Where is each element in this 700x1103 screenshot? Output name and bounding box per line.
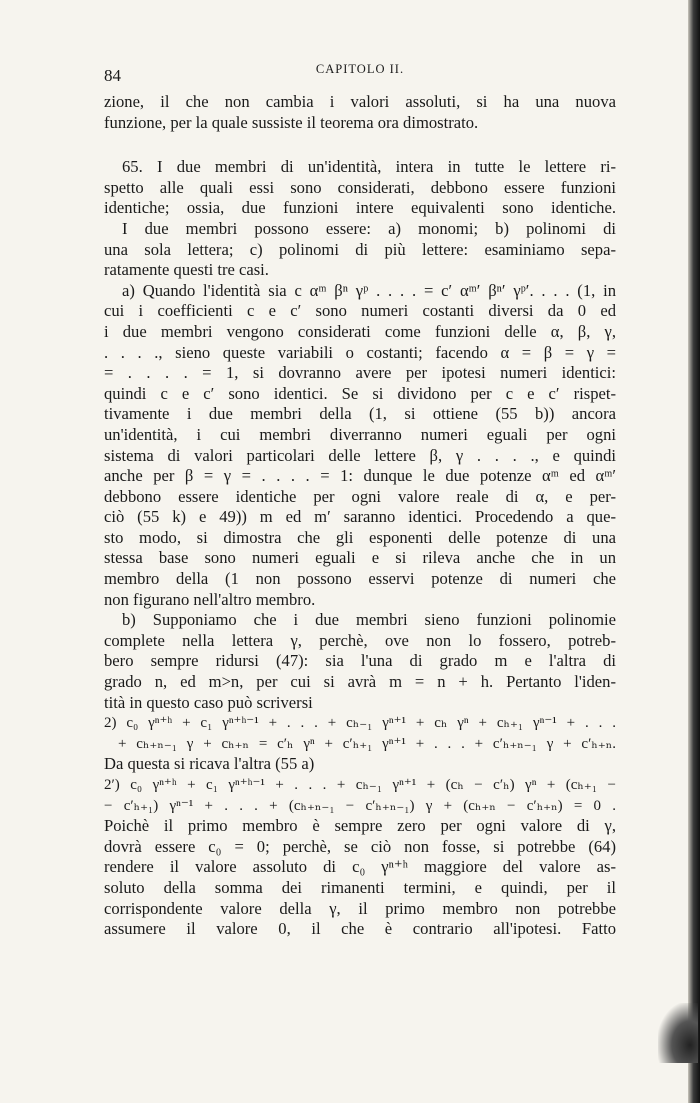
- text-line: complete nella lettera γ, perchè, ove non lo fossero, potreb-: [104, 630, 616, 650]
- text-line: identiche; ossia, due funzioni intere equivalenti sono identiche.: [104, 198, 616, 218]
- text-line: debbono essere identiche per ogni valore reale di α, e per-: [104, 486, 616, 506]
- text-line: membro della (1 non possono esservi potenze di numeri che: [104, 569, 616, 589]
- text-line: funzione, per la quale sussiste il teorema ora dimostrato.: [104, 112, 479, 132]
- page-header: [104, 58, 616, 92]
- text-line: i due membri vengono considerati come funzioni delle α, β, γ,: [104, 321, 616, 341]
- case-a-first-line: a) Quando l'identità sia c αᵐ βⁿ γᵖ . . . . = c′ αᵐ′ βⁿ′ γᵖ′. . . . (1, in: [122, 280, 616, 300]
- text-line: soluto della somma dei rimanenti termini, e quindi, per il: [104, 877, 616, 897]
- equation-2: 2) c₀ γⁿ⁺ʰ + c₁ γⁿ⁺ʰ⁻¹ + . . . + cₕ₋₁ γⁿ⁺¹ + cₕ γⁿ + cₕ₊₁ γⁿ⁻¹ + . . .: [104, 715, 616, 732]
- page-number: 84: [104, 66, 121, 85]
- text-line: sto modo, si dimostra che gli esponenti delle potenze di una: [104, 527, 616, 547]
- text-line: sistema di valori particolari delle lettere β, γ . . . ., e quindi: [104, 445, 616, 465]
- book-page: [104, 58, 616, 1098]
- equation-2-prime: 2′) c₀ γⁿ⁺ʰ + c₁ γⁿ⁺ʰ⁻¹ + . . . + cₕ₋₁ γⁿ⁺¹ + (cₕ − c′ₕ) γⁿ + (cₕ₊₁ −: [104, 777, 616, 793]
- text-line: ratamente questi tre casi.: [104, 260, 269, 280]
- text-line: tità in questo caso può scriversi: [104, 692, 313, 712]
- text-line: = . . . . = 1, si dovranno avere per ipotesi numeri identici:: [104, 363, 616, 383]
- equation-2-continued: + cₕ₊ₙ₋₁ γ + cₕ₊ₙ = c′ₕ γⁿ + c′ₕ₊₁ γⁿ⁺¹ + . . . + c′ₕ₊ₙ₋₁ γ + c′ₕ₊ₙ.: [118, 735, 616, 752]
- text-line: corrispondente valore della γ, il primo membro non potrebbe: [104, 898, 616, 918]
- ink-smudge: [658, 1003, 698, 1063]
- text-line: bero sempre ridursi (47): sia l'una di grado m e l'altra di: [104, 651, 616, 671]
- section-65-first-line: 65. I due membri di un'identità, intera in tutte le lettere ri-: [122, 157, 616, 177]
- text-line: cui i coefficienti c e c′ sono numeri costanti diversi da 0 ed: [104, 301, 616, 321]
- text-line: anche per β = γ = . . . . = 1: dunque le due potenze αᵐ ed αᵐ′: [104, 466, 616, 486]
- text-line: tivamente i due membri della (1, si ottiene (55 b)) ancora: [104, 404, 616, 424]
- text-line: . . . ., sieno queste variabili o costanti; facendo α = β = γ =: [104, 342, 616, 362]
- page-binding-edge: [688, 0, 700, 1103]
- text-line: zione, il che non cambia i valori assoluti, si ha una nuova: [104, 92, 616, 111]
- text-line: spetto alle quali essi sono considerati, debbono essere funzioni: [104, 177, 616, 197]
- text-line: dovrà essere c₀ = 0; perchè, se ciò non fosse, si potrebbe (64): [104, 836, 616, 856]
- paragraph-gap: [104, 133, 616, 157]
- text-line: Da questa si ricava l'altra (55 a): [104, 754, 315, 774]
- text-line: una sola lettera; c) polinomi di più lettere: esaminiamo sepa-: [104, 239, 616, 259]
- equation-2-prime-continued: − c′ₕ₊₁) γⁿ⁻¹ + . . . + (cₕ₊ₙ₋₁ − c′ₕ₊ₙ₋₁) γ + (cₕ₊ₙ − c′ₕ₊ₙ) = 0 .: [104, 797, 616, 814]
- page-body: [104, 92, 616, 940]
- text-line: un'identità, i cui membri diverranno numeri eguali per ogni: [104, 424, 616, 444]
- text-line: non figurano nell'altro membro.: [104, 589, 316, 609]
- case-b-first-line: b) Supponiamo che i due membri sieno funzioni polinomie: [122, 610, 616, 630]
- text-line: Poichè il primo membro è sempre zero per ogni valore di γ,: [104, 816, 616, 836]
- text-line: assumere il valore 0, il che è contrario all'ipotesi. Fatto: [104, 919, 616, 939]
- running-head: CAPITOLO II.: [315, 62, 405, 76]
- text-line: grado n, ed m>n, per cui si avrà m = n + h. Pertanto l'iden-: [104, 672, 616, 692]
- text-line: quindi c e c′ sono identici. Se si dividono per c e c′ rispet-: [104, 383, 616, 403]
- text-line: rendere il valore assoluto di c₀ γⁿ⁺ʰ maggiore del valore as-: [104, 857, 616, 877]
- text-line: I due membri possono essere: a) monomi; b) polinomi di: [122, 218, 616, 238]
- text-line: stessa base sono numeri eguali e si rileva anche che in un: [104, 548, 616, 568]
- text-line: ciò (55 k) e 49)) m ed m′ saranno identici. Procedendo a que-: [104, 507, 616, 527]
